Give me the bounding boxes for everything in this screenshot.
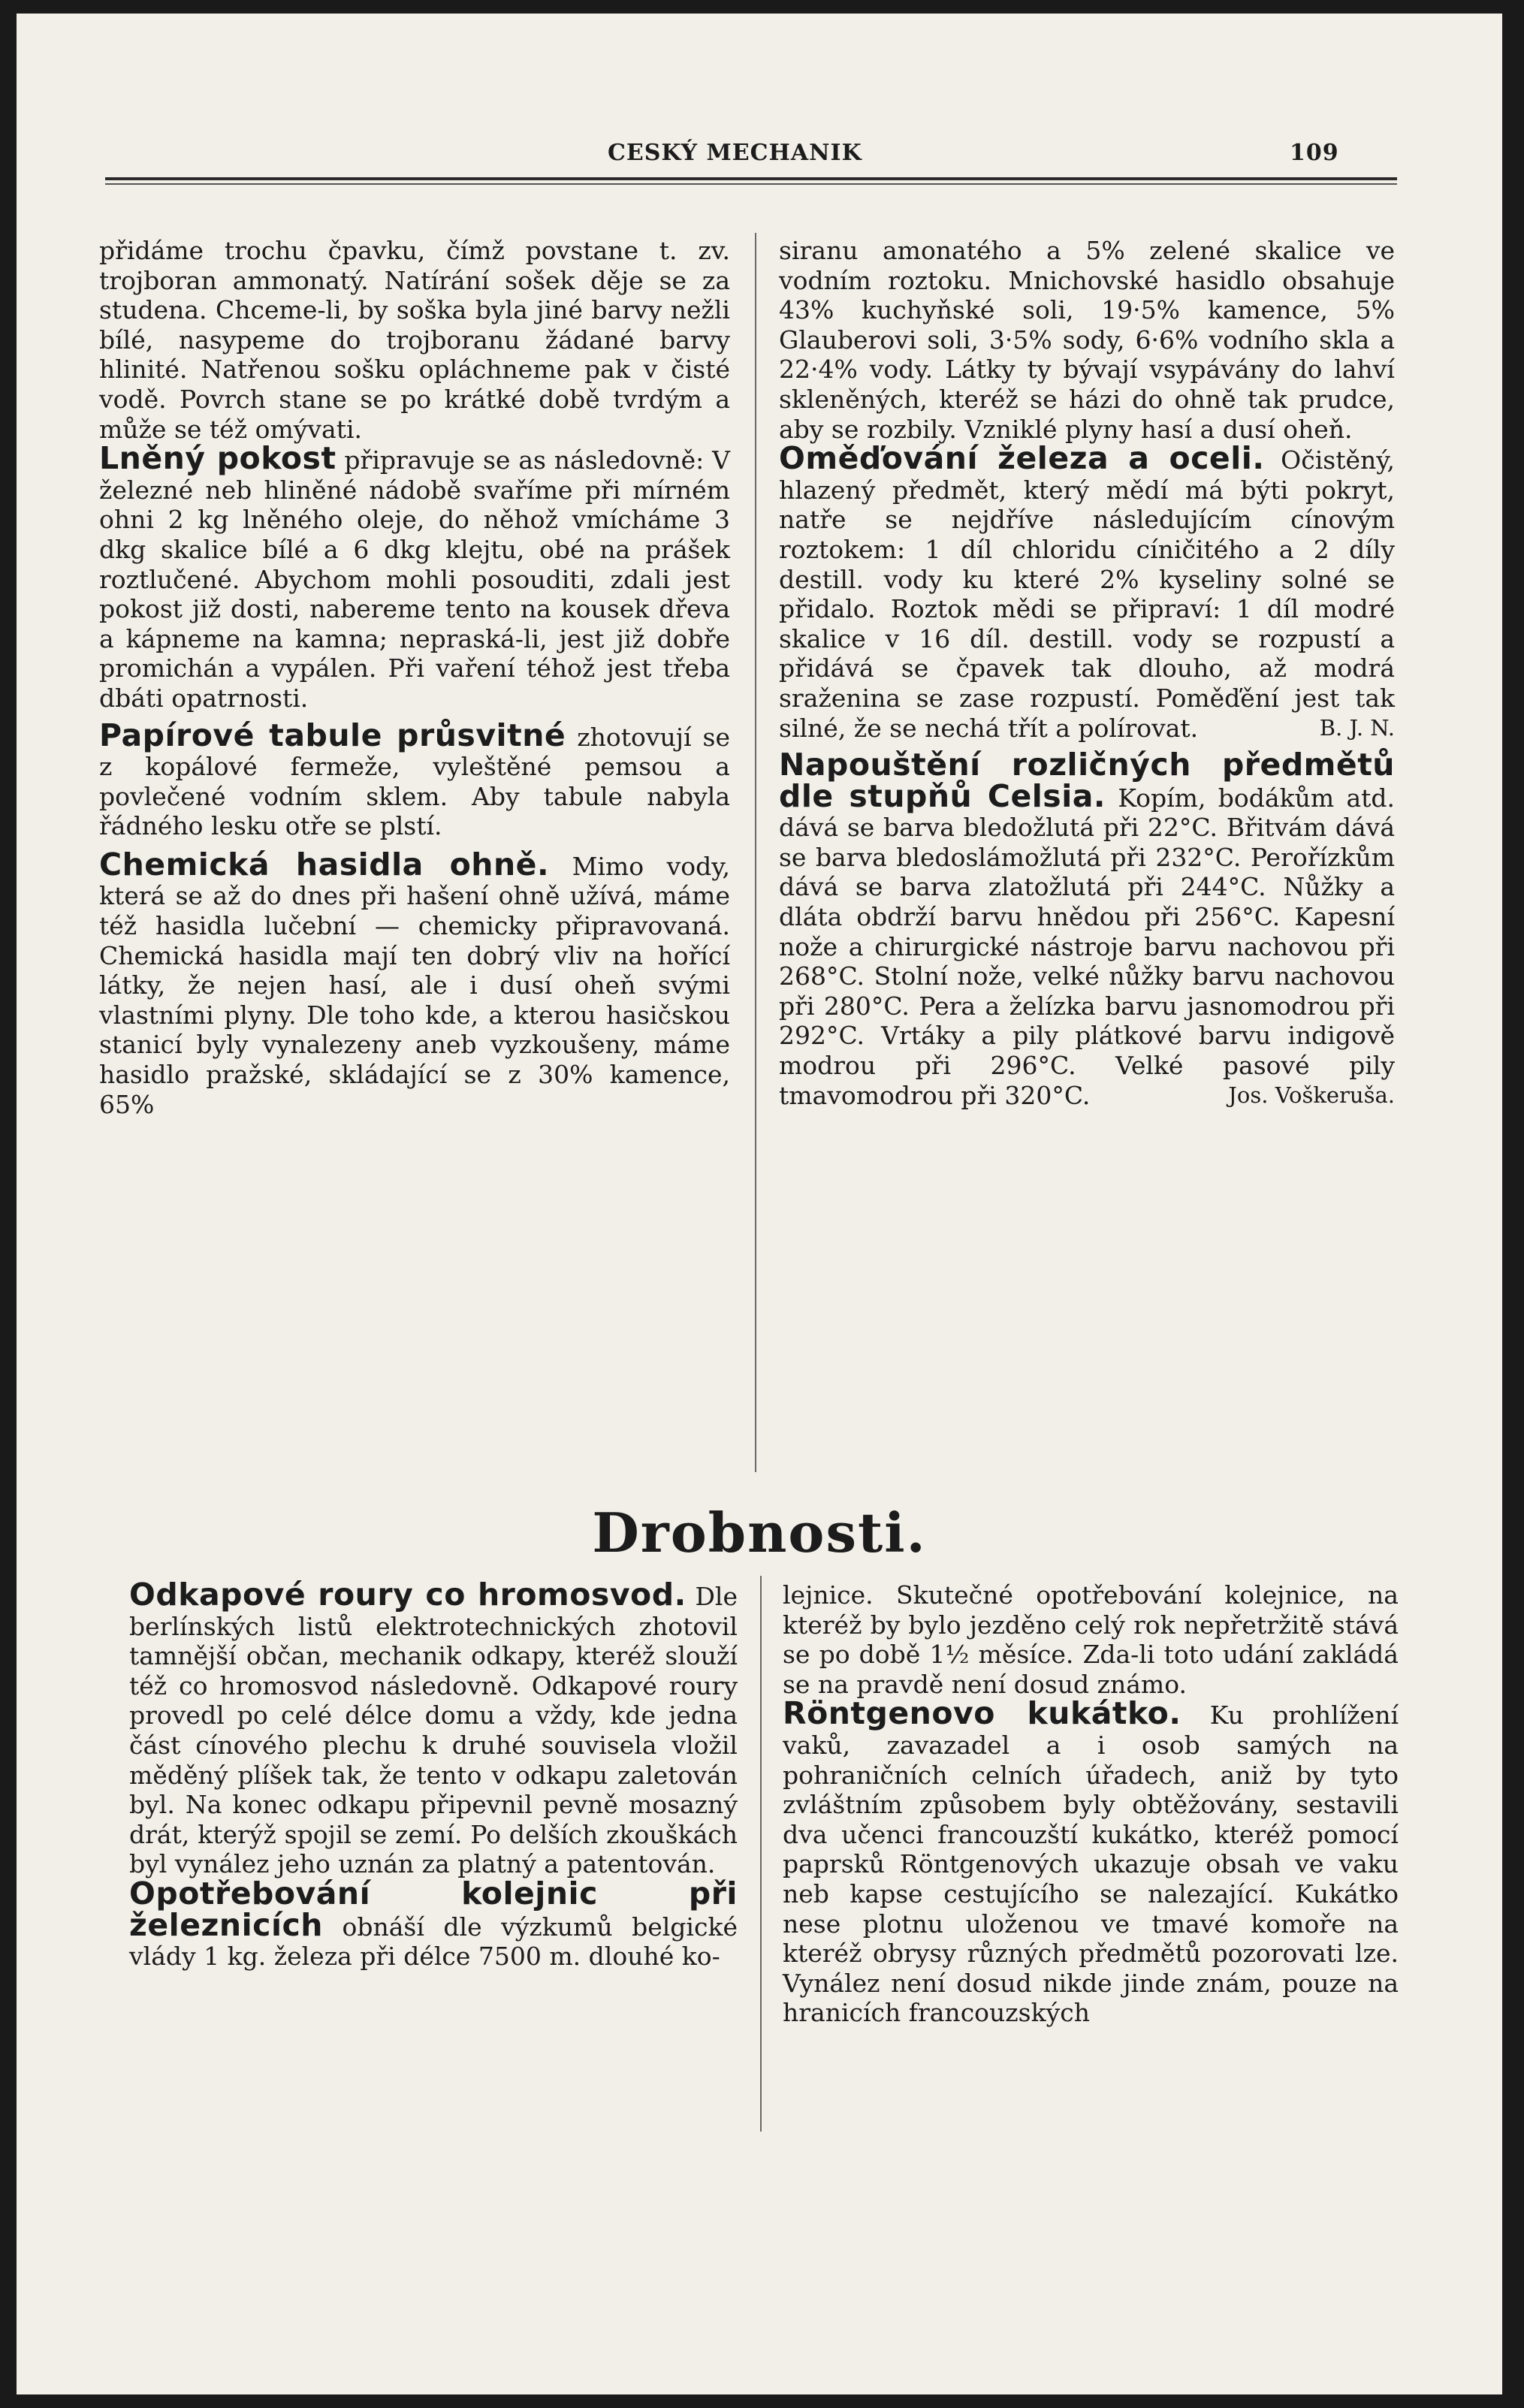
paragraph-text: Dle berlínských listů elektrotechnických zhotovil tamnější občan, mechanik odkapy, kteréž slouží též co hromosvod následovně. Odkapové roury provedl po celé délce domu a vždy, kde jedna část cínového plechu k druhé souvisela vložil měděný plíšek tak, že tento v odkapu zaletován byl. Na konec odkapu připevnil pevně mosazný drát, kterýž spojil se zemí. Po delších zkouškách byl vynález jeho uznán za platný a patentován.: [129, 1582, 738, 1879]
header-rule: [105, 177, 1397, 180]
page: [17, 14, 1502, 2394]
paragraph-text: přidáme trochu čpavku, čímž povstane t. zv. trojboran ammonatý. Natírání sošek děje se za studena. Chceme-li, by soška byla jiné barvy nežli bílé, nasypeme do trojboranu žádané barvy hlinité. Natřenou sošku opláchneme pak v čisté vodě. Povrch stane se po krátké době tvrdým a může se též omývati.: [99, 236, 730, 444]
paragraph: [129, 1577, 738, 1879]
header-rule-thin: [105, 183, 1397, 185]
column-divider-bottom: [760, 1576, 762, 2132]
running-title: CESKÝ MECHANIK: [608, 140, 862, 166]
paragraph: [779, 747, 1395, 1110]
paragraph-text: Kopím, bodákům atd. dává se barva bledožlutá při 22°C. Břitvám dává se barva bledoslámožlutá při 232°C. Perořízkům dává se barva zlatožlutá při 244°C. Nůžky a dláta obdrží barvu hnědou při 256°C. Kapesní nože a chirurgické nástroje barvu nachovou při 268°C. Stolní nože, velké nůžky barvu nachovou při 280°C. Pera a želízka barvu jasnomodrou při 292°C. Vrtáky a pily plátkové barvu indigově modrou při 296°C. Velké pasové pily tmavomodrou při 320°C.: [779, 783, 1395, 1110]
paragraph-text: Očistěný, hlazený předmět, který mědí má býti pokryt, natře se nejdříve následujícím cínovým roztokem: 1 díl chloridu cíničitého a 2 díly destill. vody ku které 2% kyseliny solné se přidalo. Roztok mědi se připraví: 1 díl modré skalice v 16 díl. destill. vody se rozpustí a přidává se čpavek tak dlouho, až modrá sraženina se zase rozpustí. Poměďění jest tak silné, že se nechá třít a polírovat.: [779, 445, 1396, 743]
paragraph: [783, 1695, 1399, 2028]
paragraph-text: lejnice. Skutečné opotřebování kolejnice, na kteréž by bylo jezděno celý rok nepřetržitě stává se po době 1½ měsíce. Zda-li toto udání zakládá se na pravdě není dosud známo.: [783, 1580, 1399, 1699]
paragraph: [129, 1875, 738, 1972]
paragraph-text: zhotovují se z kopálové fermeže, vyleštěné pemsou a povlečené vodním sklem. Aby tabule nabyla řádného lesku otře se plstí.: [99, 722, 731, 841]
paragraph-text: siranu amonatého a 5% zelené skalice ve vodním roztoku. Mnichovské hasidlo obsahuje 43% kuchyňské soli, 19·5% kamence, 5% Glauberovi soli, 3·5% sody, 6·6% vodního skla a 22·4% vody. Látky ty bývají vsypávány do lahví skleněných, kteréž se házi do ohně tak prudce, aby se rozbily. Vzniklé plyny hasí a dusí oheň.: [779, 236, 1395, 444]
paragraph: [779, 440, 1396, 743]
signature: Jos. Voškeruša.: [1228, 1082, 1395, 1108]
heading-opotrebovani: Opotřebování kolejnic při železnicích: [129, 1875, 738, 1943]
paragraph-text: Mimo vody, která se až do dnes při hašení ohně užívá, máme též hasidla lučební — chemicky připravovaná. Chemická hasidla mají ten dobrý vliv na hořící látky, že nejen hasí, ale i dusí oheň svými vlastními plyny. Dle toho kde, a kterou hasičskou stanicí byly vynalezeny aneb vyzkoušeny, máme hasidlo pražské, skládající se z 30% kamence, 65%: [99, 851, 730, 1119]
heading-odkapove-roury: Odkapové roury co hromosvod.: [129, 1577, 687, 1613]
left-column: [99, 236, 730, 1119]
section-title: Drobnosti.: [592, 1501, 927, 1565]
heading-rontgenovo: Röntgenovo kukátko.: [783, 1695, 1181, 1732]
right-column: [779, 236, 1395, 1110]
left-column-2: [129, 1577, 738, 1972]
paragraph: [99, 717, 731, 841]
heading-omedovani: Oměďování železa a oceli.: [779, 440, 1265, 477]
heading-papirove-tabule: Papírové tabule průsvitné: [99, 717, 566, 753]
signature: B. J. N.: [1319, 714, 1395, 741]
paragraph: [783, 1580, 1399, 1699]
paragraph-text: Ku prohlížení vaků, zavazadel a i osob samých na pohraničních celních úřadech, aniž by tyto zvláštním způsobem byly obtěžovány, sestavili dva učenci francouzští kukátko, kteréž pomocí paprsků Röntgenových ukazuje obsah ve vaku neb kapse cestujícího se nalezající. Kukátko nese plotnu uloženou ve tmavé komoře na kteréž obrysy různých předmětů pozorovati lze. Vynález není dosud nikde jinde znám, pouze na hranicích francouzských: [783, 1700, 1399, 2028]
heading-chemicka-hasidla: Chemická hasidla ohně.: [99, 846, 550, 883]
column-divider-top: [755, 233, 756, 1472]
right-column-2: [783, 1580, 1399, 2028]
heading-napousteni: Napouštění rozličných předmětů dle stupňů Celsia.: [779, 747, 1395, 814]
paragraph-text: obnáší dle výzkumů belgické vlády 1 kg. železa při délce 7500 m. dlouhé ko-: [129, 1912, 738, 1972]
page-number: 109: [1290, 140, 1339, 166]
paragraph-text: připravuje se as následovně: V železné neb hliněné nádobě svaříme při mírném ohni 2 kg lněného oleje, do něhož vmícháme 3 dkg skalice bílé a 6 dkg klejtu, obé na prášek roztlučené. Abychom mohli posouditi, zdali jest pokost již dosti, nabereme tento na kousek dřeva a kápneme na kamna; nepraská-li, jest již dobře promichán a vypálen. Při vaření téhož jest třeba dbáti opatrnosti.: [99, 445, 730, 713]
paragraph: [99, 846, 730, 1119]
paragraph: [99, 440, 730, 713]
paragraph: [779, 236, 1395, 444]
heading-lneny-pokost: Lněný pokost: [99, 440, 336, 477]
paragraph: [99, 236, 730, 444]
